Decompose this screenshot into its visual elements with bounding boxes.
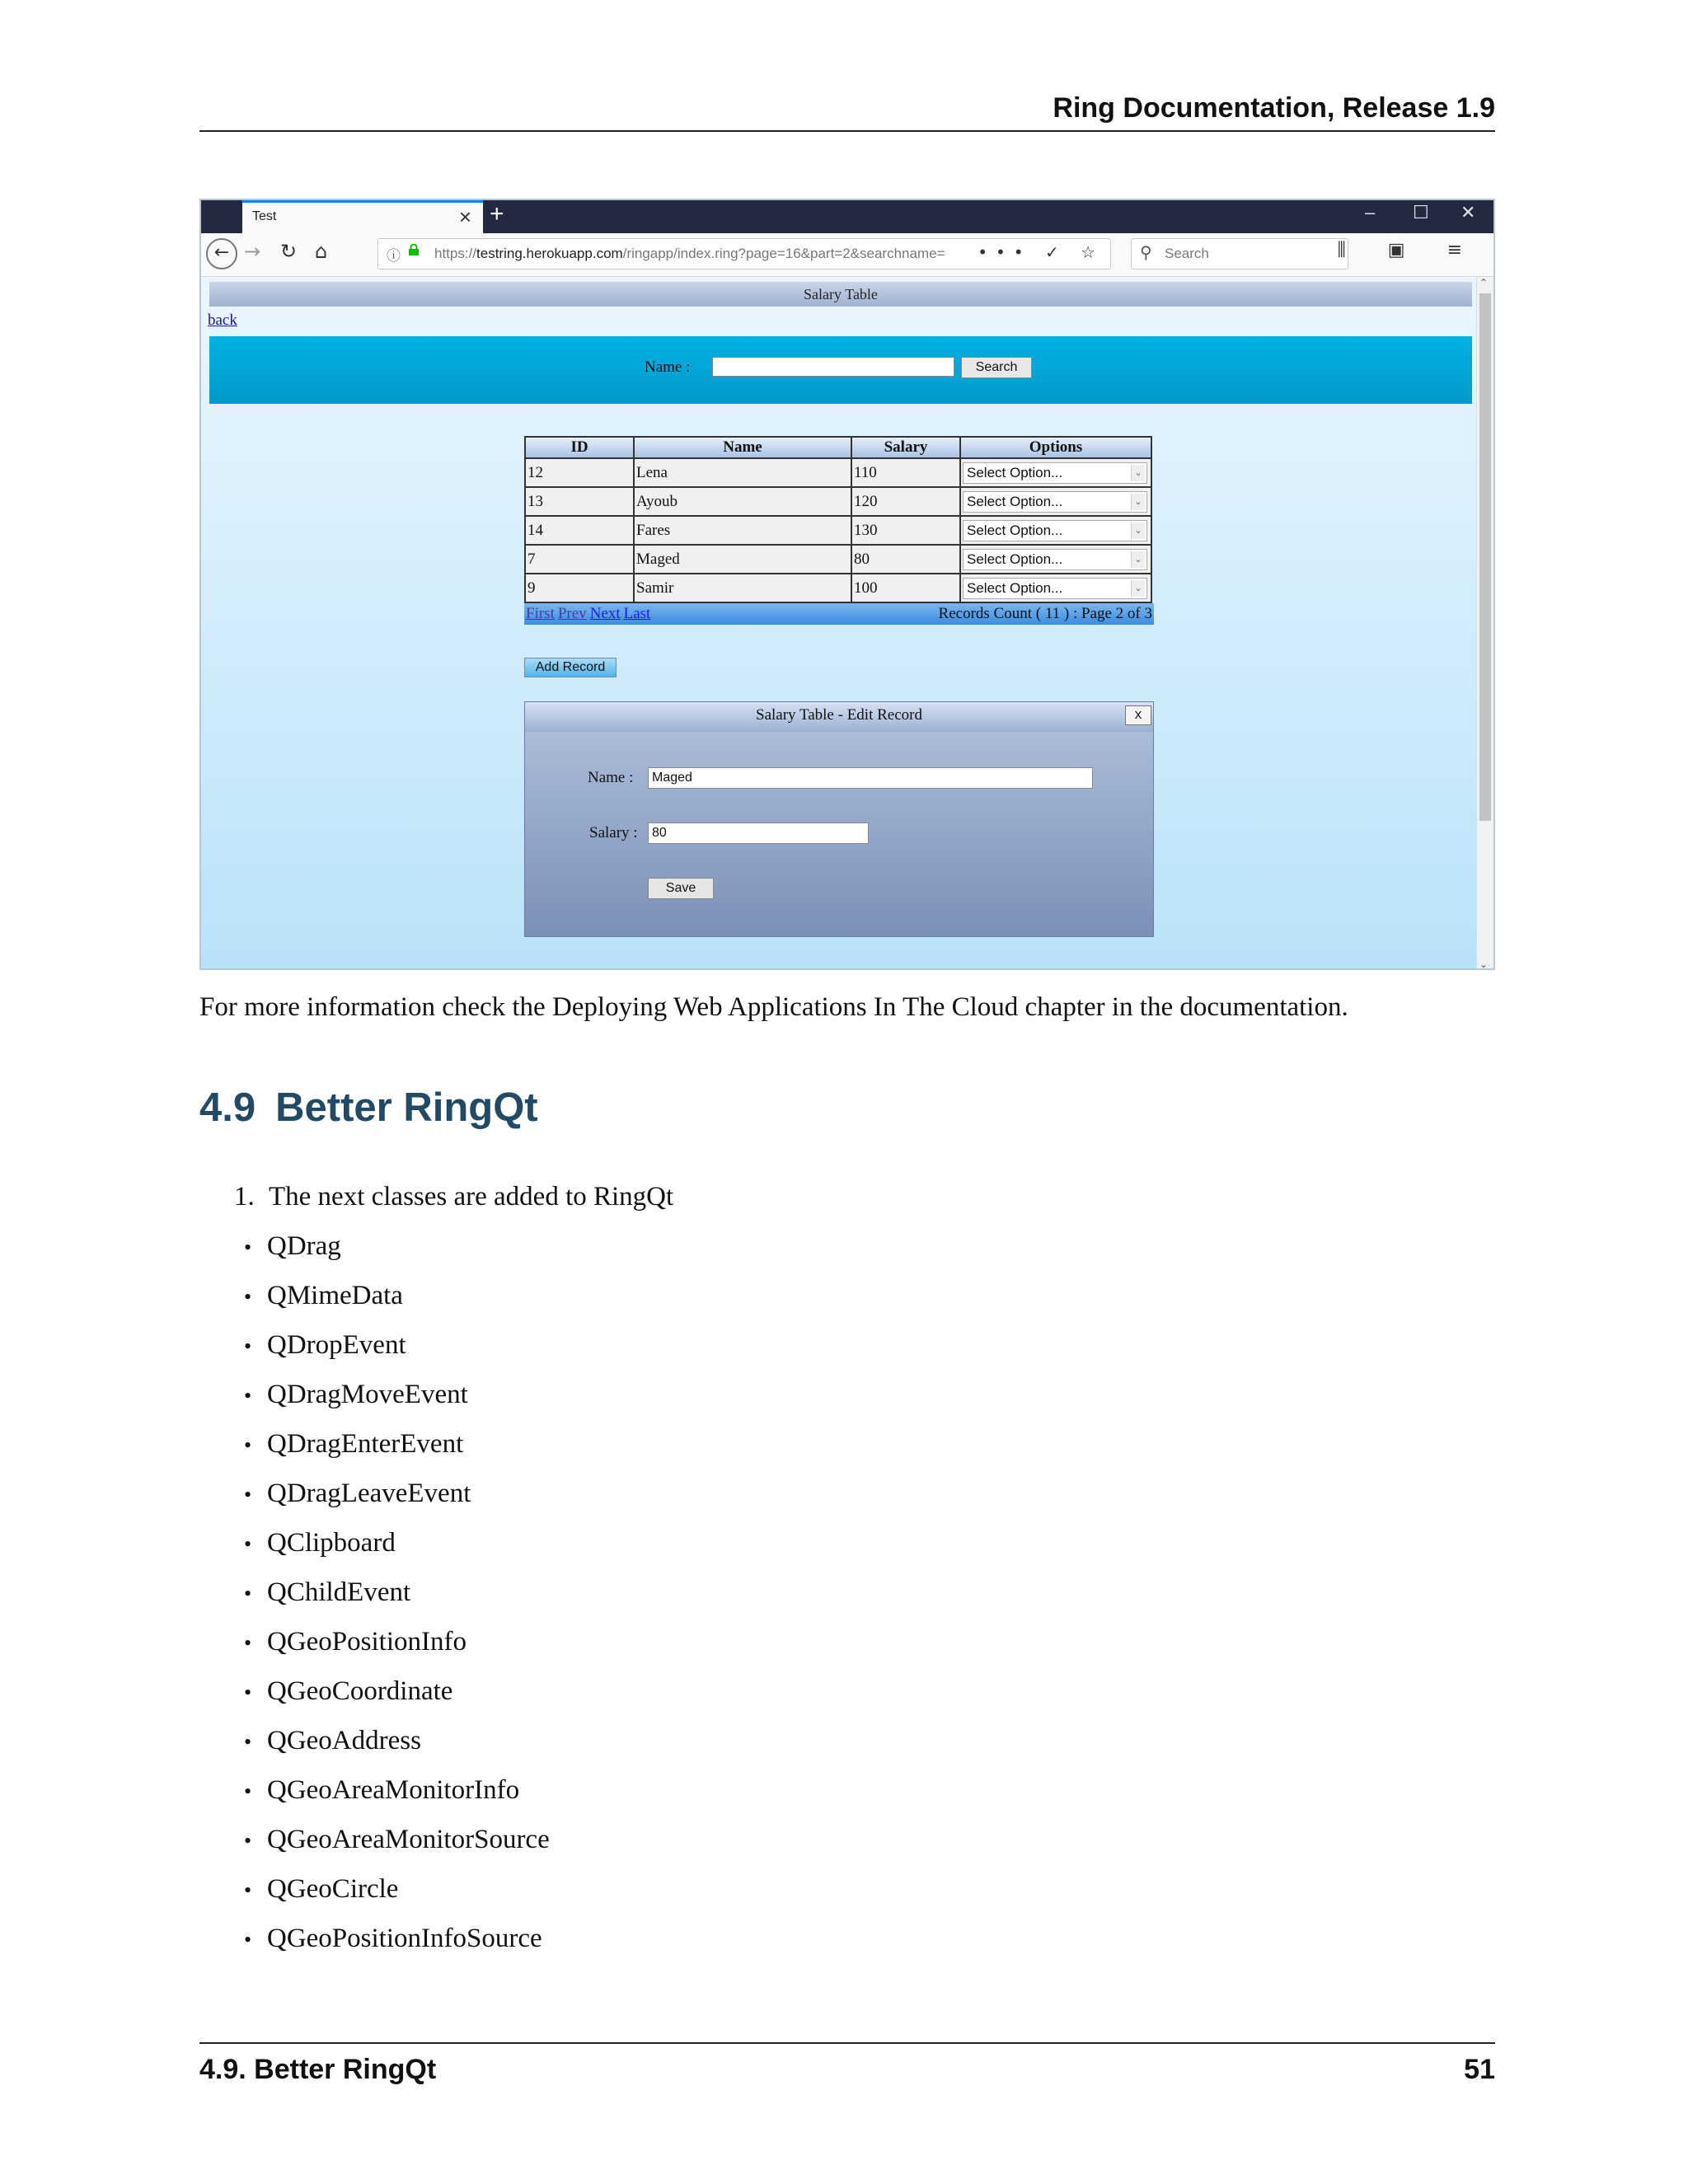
back-link[interactable]: back xyxy=(208,312,237,329)
list-item: • QGeoAddress xyxy=(244,1726,421,1755)
forward-arrow-icon[interactable]: → xyxy=(244,240,261,263)
options-select[interactable]: Select Option... ⌄ xyxy=(963,578,1147,599)
search-button[interactable]: Search xyxy=(961,357,1032,378)
web-viewport xyxy=(201,277,1480,970)
list-item: • QGeoPositionInfoSource xyxy=(244,1924,542,1953)
tab-title: Test xyxy=(252,209,277,223)
nav-bar xyxy=(201,233,1493,277)
toolbar-menu-icons[interactable]: ⫼ ▣ ≡ xyxy=(1337,240,1480,260)
cell-options xyxy=(960,545,1151,574)
cell-name: Ayoub xyxy=(634,487,851,516)
list-item: • QGeoAreaMonitorSource xyxy=(244,1825,550,1854)
list-item: • QClipboard xyxy=(244,1528,396,1558)
footer-section: 4.9. Better RingQt xyxy=(199,2054,437,2085)
table-row xyxy=(525,487,1151,516)
list-item: • QDrag xyxy=(244,1231,341,1261)
search-placeholder: Search xyxy=(1165,246,1209,261)
cell-id: 13 xyxy=(525,487,634,516)
chevron-down-icon: ⌄ xyxy=(1131,494,1145,510)
list-item: • QDropEvent xyxy=(244,1330,406,1360)
item-number: 1. xyxy=(234,1182,255,1212)
cell-salary: 80 xyxy=(851,545,960,574)
add-record-button[interactable]: Add Record xyxy=(524,658,617,677)
scroll-down-icon[interactable]: ⌄ xyxy=(1479,958,1489,970)
list-item: • QDragLeaveEvent xyxy=(244,1479,471,1508)
chevron-down-icon: ⌄ xyxy=(1131,551,1145,568)
next-page-link[interactable]: Next xyxy=(589,605,621,622)
column-header: Options xyxy=(960,437,1151,458)
pager-links xyxy=(526,603,654,625)
reload-icon[interactable]: ↻ xyxy=(280,240,298,263)
name-label: Name : xyxy=(588,769,634,786)
info-paragraph: For more information check the Deploying Web Applications In The Cloud chapter in the documentation. xyxy=(199,992,1348,1022)
home-icon[interactable]: ⌂ xyxy=(315,240,328,263)
list-item: • QDragMoveEvent xyxy=(244,1380,468,1409)
name-input[interactable]: Maged xyxy=(648,767,1093,789)
cell-id: 9 xyxy=(525,574,634,602)
cell-name: Lena xyxy=(634,458,851,487)
options-select[interactable]: Select Option... ⌄ xyxy=(963,549,1147,570)
cell-options xyxy=(960,458,1151,487)
chevron-down-icon: ⌄ xyxy=(1131,465,1145,481)
list-item: • QGeoAreaMonitorInfo xyxy=(244,1775,520,1805)
table-row xyxy=(525,458,1151,487)
url-bar[interactable] xyxy=(377,238,1111,269)
class-list xyxy=(244,1221,550,1963)
page-footer xyxy=(199,2042,1495,2085)
records-count: Records Count ( 11 ) : Page 2 of 3 xyxy=(938,605,1152,622)
cell-salary: 110 xyxy=(851,458,960,487)
list-item: • QMimeData xyxy=(244,1281,403,1310)
page-number: 51 xyxy=(1464,2054,1495,2085)
table-row xyxy=(525,516,1151,545)
back-arrow-icon[interactable]: ← xyxy=(206,238,237,269)
browser-tab[interactable] xyxy=(242,200,483,237)
maximize-icon[interactable]: ☐ xyxy=(1413,202,1429,223)
cell-salary: 120 xyxy=(851,487,960,516)
dialog-title: Salary Table - Edit Record xyxy=(525,702,1153,732)
table-row xyxy=(525,574,1151,602)
salary-table xyxy=(524,436,1152,603)
column-header: Salary xyxy=(851,437,960,458)
cell-salary: 130 xyxy=(851,516,960,545)
scroll-thumb[interactable] xyxy=(1479,293,1491,821)
cell-options xyxy=(960,487,1151,516)
cell-name: Samir xyxy=(634,574,851,602)
tab-close-icon[interactable]: × xyxy=(458,204,471,229)
scrollbar[interactable] xyxy=(1476,277,1493,970)
cell-options xyxy=(960,574,1151,602)
name-search-input[interactable] xyxy=(712,357,954,377)
section-title: Better RingQt xyxy=(275,1085,538,1130)
column-header: ID xyxy=(525,437,634,458)
options-select[interactable]: Select Option... ⌄ xyxy=(963,520,1147,541)
search-icon: ⚲ xyxy=(1140,242,1152,262)
chevron-down-icon: ⌄ xyxy=(1131,580,1145,597)
list-item: • QGeoCoordinate xyxy=(244,1676,453,1706)
section-heading xyxy=(199,1085,538,1131)
page-header xyxy=(199,92,1495,132)
prev-page-link[interactable]: Prev xyxy=(557,605,587,622)
chevron-down-icon: ⌄ xyxy=(1131,523,1145,539)
section-number: 4.9 xyxy=(199,1085,256,1130)
url-text: https://testring.herokuapp.com/ringapp/index.ring?page=16&part=2&searchname= xyxy=(434,246,945,261)
options-select[interactable]: Select Option... ⌄ xyxy=(963,491,1147,513)
lock-icon xyxy=(408,244,420,255)
first-page-link[interactable]: First xyxy=(526,605,555,622)
new-tab-button[interactable]: + xyxy=(490,200,504,227)
cell-name: Maged xyxy=(634,545,851,574)
scroll-up-icon[interactable]: ⌃ xyxy=(1479,277,1489,288)
browser-search-box[interactable] xyxy=(1131,238,1348,269)
table-row xyxy=(525,545,1151,574)
cell-salary: 100 xyxy=(851,574,960,602)
app-title: Salary Table xyxy=(209,282,1472,307)
list-item: • QDragEnterEvent xyxy=(244,1429,464,1459)
list-item: • QChildEvent xyxy=(244,1577,411,1607)
url-actions-icon[interactable]: ••• ✓ ☆ xyxy=(978,242,1104,262)
pager-bar xyxy=(524,603,1154,625)
cell-id: 12 xyxy=(525,458,634,487)
edit-record-dialog xyxy=(524,701,1154,937)
cell-id: 14 xyxy=(525,516,634,545)
salary-input[interactable]: 80 xyxy=(648,823,869,844)
dialog-close-button[interactable]: x xyxy=(1125,705,1151,725)
doc-title: Ring Documentation, Release 1.9 xyxy=(1053,92,1495,124)
cell-name: Fares xyxy=(634,516,851,545)
browser-screenshot xyxy=(199,199,1495,970)
search-band xyxy=(209,336,1472,404)
column-header: Name xyxy=(634,437,851,458)
options-select[interactable]: Select Option... ⌄ xyxy=(963,462,1147,484)
cell-id: 7 xyxy=(525,545,634,574)
info-icon[interactable]: ⓘ xyxy=(387,248,401,265)
list-item: • QGeoPositionInfo xyxy=(244,1627,467,1657)
tab-bar xyxy=(201,200,1493,233)
save-button[interactable]: Save xyxy=(648,878,714,899)
search-label: Name : xyxy=(645,359,691,376)
list-item: • QGeoCircle xyxy=(244,1874,399,1904)
cell-options xyxy=(960,516,1151,545)
item-text: The next classes are added to RingQt xyxy=(269,1182,674,1212)
last-page-link[interactable]: Last xyxy=(623,605,651,622)
numbered-item xyxy=(234,1182,673,1212)
window-close-icon[interactable]: ✕ xyxy=(1461,202,1476,223)
salary-label: Salary : xyxy=(589,824,638,841)
minimize-icon[interactable]: – xyxy=(1365,202,1376,223)
